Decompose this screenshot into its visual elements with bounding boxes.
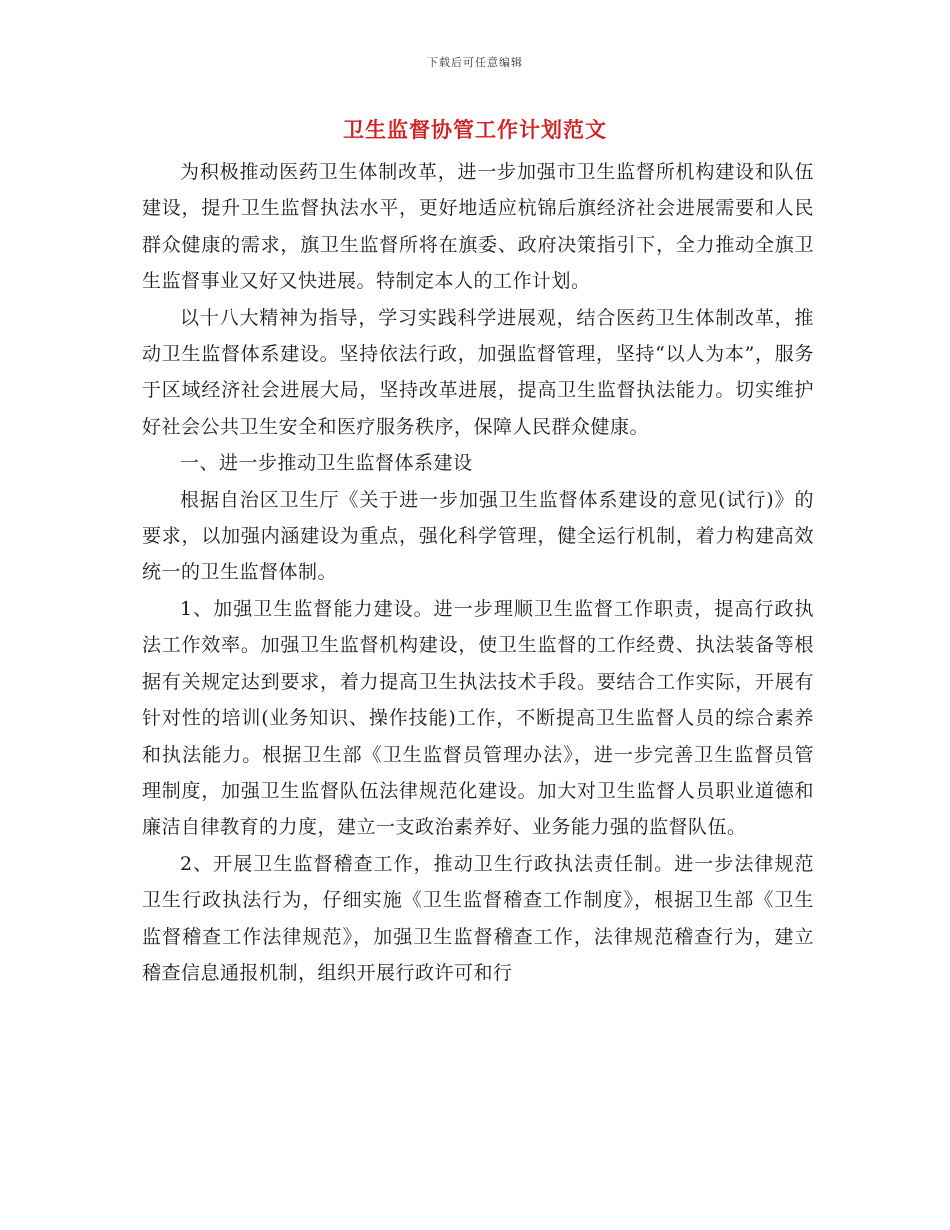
paragraph: 为积极推动医药卫生体制改革，进一步加强市卫生监督所机构建设和队伍建设，提升卫生监督执法水平，更好地适应杭锦后旗经济社会进展需要和人民群众健康的需求，旗卫生监督所将在旗委、政府决策指引下，全力推动全旗卫生监督事业又好又快进展。特制定本人的工作计划。 (142, 161, 814, 293)
paragraph: 根据自治区卫生厅《关于进一步加强卫生监督体系建设的意见(试行)》的要求，以加强内涵建设为重点，强化科学管理，健全运行机制，着力构建高效统一的卫生监督体制。 (142, 488, 814, 584)
paragraph: 以十八大精神为指导，学习实践科学进展观，结合医药卫生体制改革，推动卫生监督体系建设。坚持依法行政，加强监督管理，坚持“以人为本”，服务于区域经济社会进展大局，坚持改革进展，提高卫生监督执法能力。切实维护好社会公共卫生安全和医疗服务秩序，保障人民群众健康。 (142, 306, 814, 438)
document-body (142, 154, 814, 991)
document-title: 卫生监督协管工作计划范文 (343, 118, 607, 142)
paragraph: 2、开展卫生监督稽查工作，推动卫生行政执法责任制。进一步法律规范卫生行政执法行为，仔细实施《卫生监督稽查工作制度》，根据卫生部《卫生监督稽查工作法律规范》，加强卫生监督稽查工作，法律规范稽查行为，建立稽查信息通报机制，组织开展行政许可和行 (142, 852, 814, 984)
section-heading: 一、进一步推动卫生监督体系建设 (180, 452, 473, 475)
paragraph: 1、加强卫生监督能力建设。进一步理顺卫生监督工作职责，提高行政执法工作效率。加强卫生监督机构建设，使卫生监督的工作经费、执法装备等根据有关规定达到要求，着力提高卫生执法技术手段。要结合工作实际，开展有针对性的培训(业务知识、操作技能)工作，不断提高卫生监督人员的综合素养和执法能力。根据卫生部《卫生监督员管理办法》，进一步完善卫生监督员管理制度，加强卫生监督队伍法律规范化建设。加大对卫生监督人员职业道德和廉洁自律教育的力度，建立一支政治素养好、业务能力强的监督队伍。 (142, 597, 814, 839)
header-note: 下载后可任意编辑 (427, 56, 523, 69)
